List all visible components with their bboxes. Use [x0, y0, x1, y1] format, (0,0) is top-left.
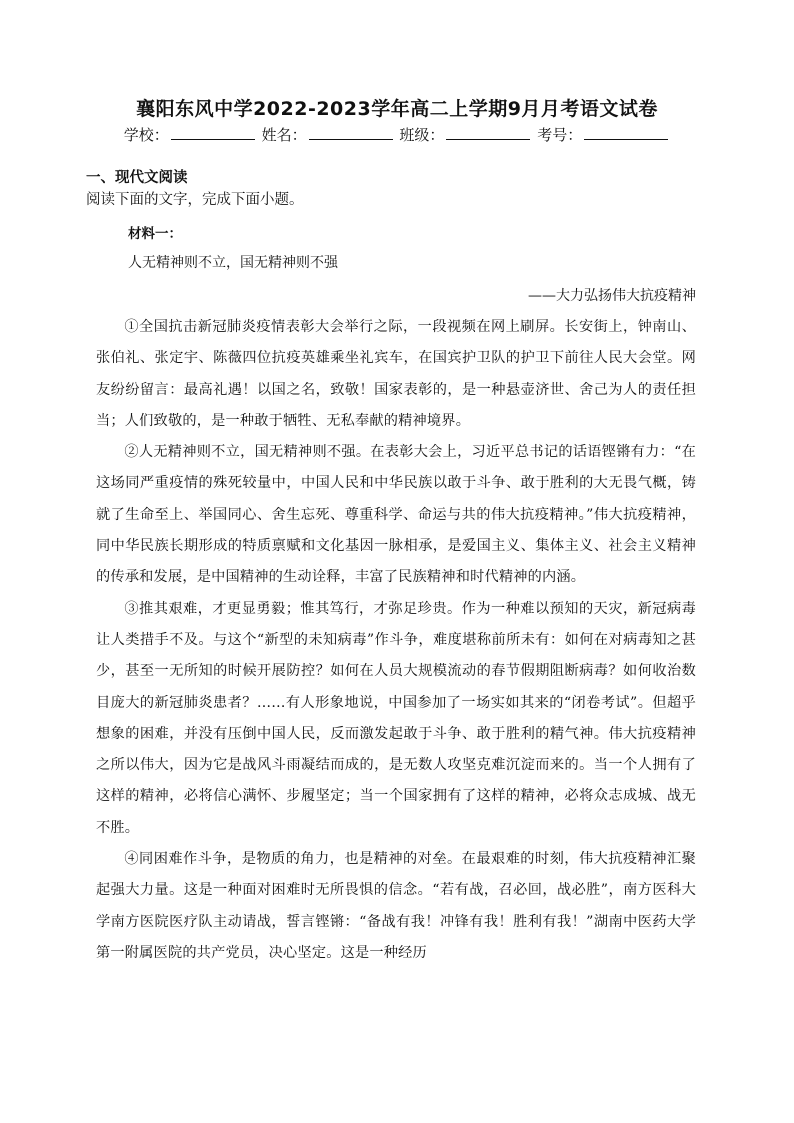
student-info-line — [0, 124, 794, 145]
paragraph-4: ④同困难作斗争，是物质的角力，也是精神的对垒。在最艰难的时刻，伟大抗疫精神汇聚起强大力量。这是一种面对困难时无所畏惧的信念。“若有战，召必回，战必胜”，南方医科大学南方医院医疗队主动请战，誓言铿锵：“备战有我！冲锋有我！胜利有我！”湖南中医药大学第一附属医院的共产党员，决心坚定。这是一种经历 — [96, 851, 696, 961]
exam-number-blank[interactable] — [584, 125, 668, 140]
article-subtitle: ——大力弘扬伟大抗疫精神 — [528, 288, 696, 304]
paragraph-3: ③推其艰难，才更显勇毅；惟其笃行，才弥足珍贵。作为一种难以预知的天灾，新冠病毒让人类措手不及。与这个“新型的未知病毒”作斗争，难度堪称前所未有：如何在对病毒知之甚少，甚至一无所知的时候开展防控？如何在人员大规模流动的春节假期阻断病毒？如何收治数目庞大的新冠肺炎患者？……有人形象地说，中国参加了一场实如其来的“闭卷考试”。但超乎想象的困难，并没有压倒中国人民，反而激发起敢于斗争、敢于胜利的精气神。伟大抗疫精神之所以伟大，因为它是战风斗雨凝结而成的，是无数人攻坚克难沉淀而来的。当一个人拥有了这样的精神，必将信心满怀、步履坚定；当一个国家拥有了这样的精神，必将众志成城、战无不胜。 — [96, 600, 696, 836]
article-title: 人无精神则不立，国无精神则不强 — [128, 255, 338, 271]
reading-instruction: 阅读下面的文字，完成下面小题。 — [86, 192, 304, 208]
material-label: 材料一： — [128, 226, 182, 242]
class-blank[interactable] — [446, 125, 530, 140]
paragraph-2: ②人无精神则不立，国无精神则不强。在表彰大会上，习近平总书记的话语铿锵有力：“在这场同严重疫情的殊死较量中，中国人民和中华民族以敢于斗争、敢于胜利的大无畏气概，铸就了生命至上、举国同心、舍生忘死、尊重科学、命运与共的伟大抗疫精神。”伟大抗疫精神，同中华民族长期形成的特质禀赋和文化基因一脉相承，是爱国主义、集体主义、社会主义精神的传承和发展，是中国精神的生动诠释，丰富了民族精神和时代精神的内涵。 — [96, 444, 696, 586]
name-blank[interactable] — [309, 125, 393, 140]
exam-title: 襄阳东风中学2022-2023学年高二上学期9月月考语文试卷 — [136, 98, 658, 120]
school-blank[interactable] — [171, 125, 255, 140]
article-body — [96, 312, 696, 969]
school-label: 学校： — [123, 126, 169, 144]
exam-number-label: 考号： — [537, 126, 583, 144]
name-label: 姓名： — [261, 126, 307, 144]
class-label: 班级： — [399, 126, 445, 144]
section-heading: 一、现代文阅读 — [86, 170, 188, 186]
paragraph-1: ①全国抗击新冠肺炎疫情表彰大会举行之际，一段视频在网上刷屏。长安街上，钟南山、张伯礼、张定宇、陈薇四位抗疫英雄乘坐礼宾车，在国宾护卫队的护卫下前往人民大会堂。网友纷纷留言：最高礼遇！以国之名，致敬！国家表彰的，是一种悬壶济世、舍己为人的责任担当；人们致敬的，是一种敢于牺牲、无私奉献的精神境界。 — [96, 319, 696, 429]
